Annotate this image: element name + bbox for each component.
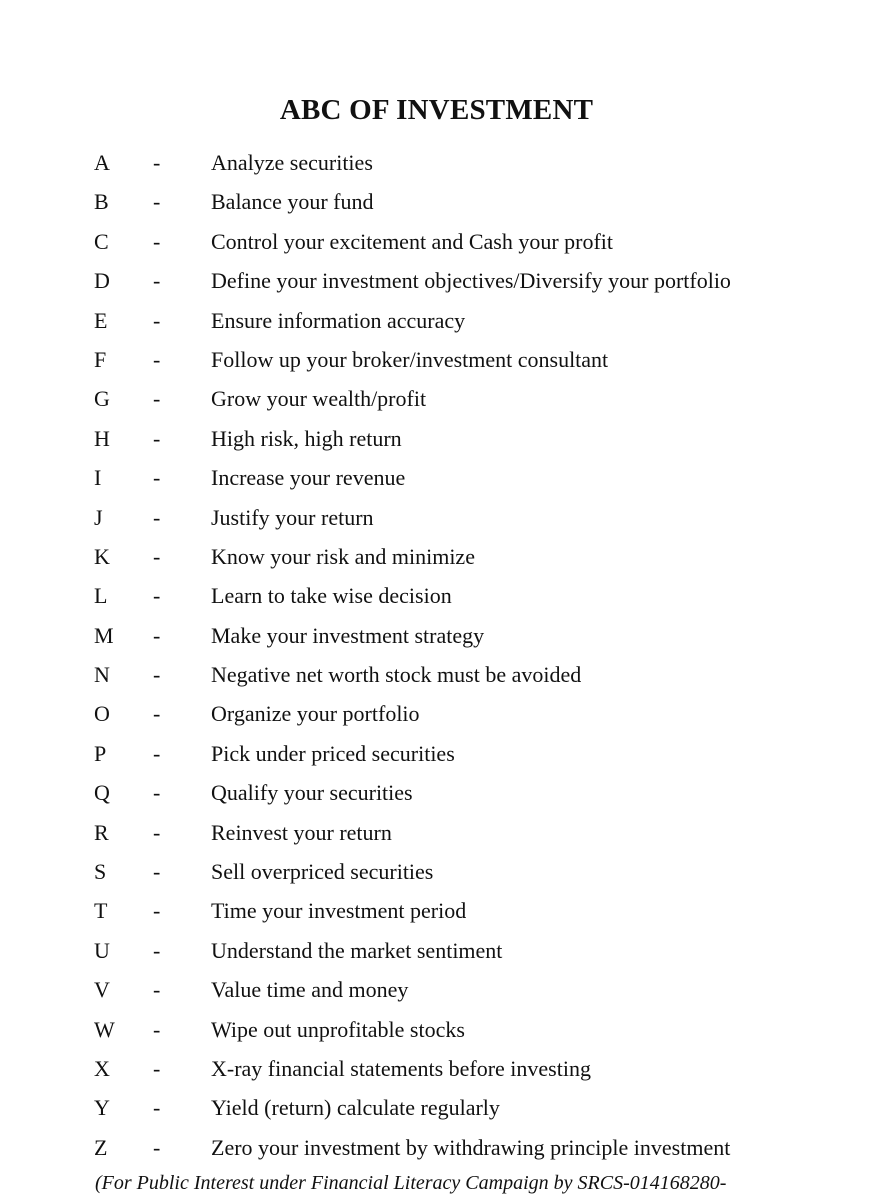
list-item <box>0 261 873 300</box>
list-item <box>0 419 873 458</box>
entry-separator: - <box>153 543 161 569</box>
list-item <box>0 970 873 1009</box>
entry-separator: - <box>153 701 161 727</box>
entry-letter: C <box>94 228 109 254</box>
entry-letter: O <box>94 701 110 727</box>
entry-text: Follow up your broker/investment consultant <box>211 346 609 372</box>
list-item <box>0 655 873 694</box>
entry-separator: - <box>153 662 161 688</box>
entry-letter: H <box>94 425 110 451</box>
entry-letter: P <box>94 740 107 766</box>
list-item <box>0 813 873 852</box>
entry-text: Increase your revenue <box>211 465 406 491</box>
entry-separator: - <box>153 859 161 885</box>
entry-text: Ensure information accuracy <box>211 307 466 333</box>
list-item <box>0 498 873 537</box>
entry-letter: Y <box>94 1095 110 1121</box>
entry-text: Pick under priced securities <box>211 740 455 766</box>
entry-letter: W <box>94 1016 115 1042</box>
list-item <box>0 537 873 576</box>
entry-separator: - <box>153 1134 161 1160</box>
entry-separator: - <box>153 465 161 491</box>
entry-letter: X <box>94 1055 110 1081</box>
entry-text: Sell overpriced securities <box>211 859 434 885</box>
entry-separator: - <box>153 189 161 215</box>
entry-separator: - <box>153 819 161 845</box>
entry-letter: F <box>94 346 107 372</box>
entry-separator: - <box>153 150 161 175</box>
entry-text: Make your investment strategy <box>211 622 485 648</box>
entry-text: Define your investment objectives/Diversify your portfolio <box>211 268 731 294</box>
entry-text: Reinvest your return <box>211 819 392 845</box>
entry-separator: - <box>153 977 161 1003</box>
entry-text: High risk, high return <box>211 425 402 451</box>
entry-text: Negative net worth stock must be avoided <box>211 662 582 688</box>
entry-separator: - <box>153 740 161 766</box>
entry-separator: - <box>153 228 161 254</box>
entry-text: Yield (return) calculate regularly <box>211 1095 500 1121</box>
entry-text: Time your investment period <box>211 898 467 924</box>
entry-letter: L <box>94 583 108 609</box>
entry-letter: G <box>94 386 110 412</box>
entry-text: Learn to take wise decision <box>211 583 452 609</box>
entry-letter: D <box>94 268 110 294</box>
entry-letter: J <box>94 504 103 530</box>
entry-separator: - <box>153 1016 161 1042</box>
list-item <box>0 576 873 615</box>
list-item <box>0 1010 873 1049</box>
entry-letter: S <box>94 859 107 885</box>
footer-note: (For Public Interest under Financial Literacy Campaign by SRCS-014168280- <box>95 1172 727 1194</box>
entry-text: Wipe out unprofitable stocks <box>211 1016 465 1042</box>
entry-separator: - <box>153 1055 161 1081</box>
list-item <box>0 1128 873 1167</box>
entry-separator: - <box>153 780 161 806</box>
entry-text: Value time and money <box>211 977 409 1003</box>
entry-letter: K <box>94 543 110 569</box>
investment-abc-list <box>0 143 873 1167</box>
entry-letter: E <box>94 307 108 333</box>
list-item <box>0 301 873 340</box>
entry-text: Analyze securities <box>211 150 373 175</box>
list-item <box>0 1088 873 1127</box>
entry-separator: - <box>153 504 161 530</box>
list-item <box>0 379 873 418</box>
entry-text: Understand the market sentiment <box>211 937 503 963</box>
entry-text: Organize your portfolio <box>211 701 420 727</box>
entry-letter: T <box>94 898 108 924</box>
entry-text: Know your risk and minimize <box>211 543 475 569</box>
list-item <box>0 852 873 891</box>
entry-separator: - <box>153 583 161 609</box>
list-item <box>0 734 873 773</box>
entry-text: Justify your return <box>211 504 374 530</box>
entry-letter: Q <box>94 780 110 806</box>
list-item <box>0 182 873 221</box>
entry-separator: - <box>153 425 161 451</box>
entry-letter: R <box>94 819 109 845</box>
entry-letter: N <box>94 662 110 688</box>
entry-letter: U <box>94 937 110 963</box>
entry-separator: - <box>153 937 161 963</box>
list-item <box>0 458 873 497</box>
entry-text: Control your excitement and Cash your profit <box>211 228 614 254</box>
entry-text: Zero your investment by withdrawing principle investment <box>211 1134 731 1160</box>
entry-text: Grow your wealth/profit <box>211 386 427 412</box>
entry-letter: V <box>94 977 110 1003</box>
list-item <box>0 931 873 970</box>
list-item <box>0 773 873 812</box>
entry-letter: B <box>94 189 109 215</box>
entry-separator: - <box>153 268 161 294</box>
entry-separator: - <box>153 307 161 333</box>
entry-separator: - <box>153 622 161 648</box>
list-item <box>0 143 873 182</box>
entry-letter: M <box>94 622 114 648</box>
entry-separator: - <box>153 1095 161 1121</box>
entry-text: X-ray financial statements before investing <box>211 1055 591 1081</box>
page-title: ABC OF INVESTMENT <box>279 94 594 126</box>
list-item <box>0 340 873 379</box>
entry-separator: - <box>153 898 161 924</box>
entry-text: Qualify your securities <box>211 780 413 806</box>
entry-letter: I <box>94 465 102 491</box>
list-item <box>0 222 873 261</box>
entry-letter: Z <box>94 1134 108 1160</box>
entry-letter: A <box>94 150 110 175</box>
list-item <box>0 694 873 733</box>
list-item <box>0 1049 873 1088</box>
list-item <box>0 891 873 930</box>
entry-text: Balance your fund <box>211 189 374 215</box>
entry-separator: - <box>153 346 161 372</box>
entry-separator: - <box>153 386 161 412</box>
list-item <box>0 616 873 655</box>
